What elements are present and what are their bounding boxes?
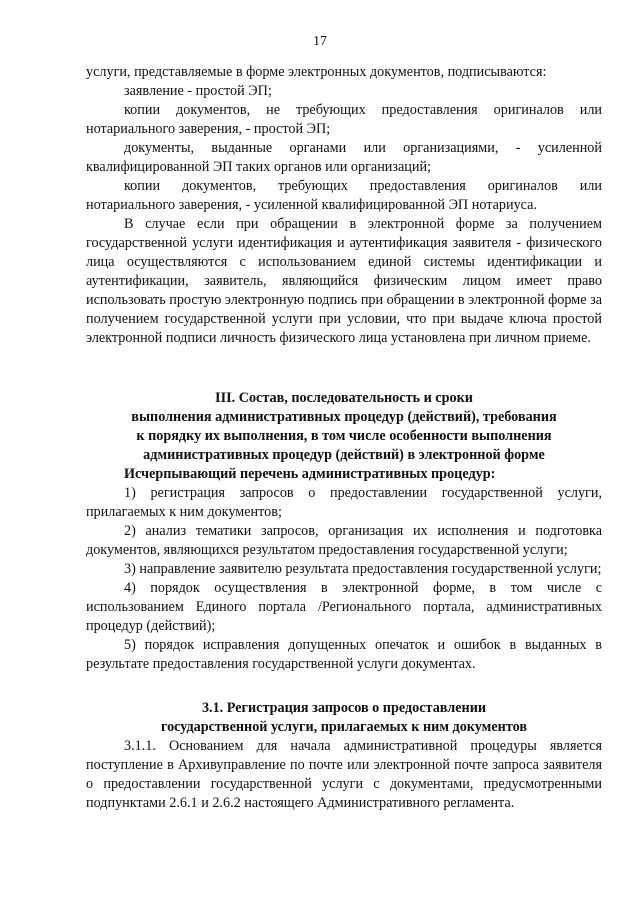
section-3-1-heading-line: 3.1. Регистрация запросов о предоставлении [201,700,487,716]
procedure-item: 4) порядок осуществления в электронной форме, в том числе с использованием Единого портала /Регионального портала, административных процедур (действий); [86,580,602,634]
procedures-list-title: Исчерпывающий перечень административных процедур: [124,466,496,482]
section-3-1-heading [86,699,602,737]
section-3-1-1-paragraph: 3.1.1. Основанием для начала административной процедуры является поступление в Архивуправление по почте или электронной почте запроса заявителя о предоставлении государственной услуги с документами, предусмотренными подпунктами 2.6.1 и 2.6.2 настоящего Административного регламента. [86,738,602,811]
page-number: 17 [313,34,327,49]
intro-lead: услуги, представляемые в форме электронных документов, подписываются: [86,64,547,80]
procedure-item: 3) направление заявителю результата предоставления государственной услуги; [124,561,602,577]
intro-item-3: документы, выданные органами или организациями, - усиленной квалифицированной ЭП таких органов или организаций; [86,140,602,175]
procedure-item: 1) регистрация запросов о предоставлении государственной услуги, прилагаемых к ним документов; [86,485,602,520]
procedure-item: 2) анализ тематики запросов, организация их исполнения и подготовка документов, являющихся результатом предоставления государственной услуги; [86,523,602,558]
section-3-heading-line: выполнения административных процедур (действий), требования [131,409,557,425]
section-3-heading-line: административных процедур (действий) в электронной форме [143,447,545,463]
intro-item-1: заявление - простой ЭП; [124,83,272,99]
section-3-heading-line: III. Состав, последовательность и сроки [215,390,473,406]
intro-item-2: копии документов, не требующих предоставления оригиналов или нотариального заверения, - простой ЭП; [86,102,602,137]
intro-paragraph: В случае если при обращении в электронной форме за получением государственной услуги идентификация и аутентификация заявителя - физического лица осуществляются с использованием единой системы идентификации и аутентификации, заявитель, являющийся физическим лицом имеет право использовать простую электронную подпись при обращении в электронной форме за получением государственной услуги при условии, что при выдаче ключа простой электронной подписи личность физического лица установлена при личном приеме. [86,216,602,346]
intro-item-4: копии документов, требующих предоставления оригиналов или нотариального заверения, - усиленной квалифицированной ЭП нотариуса. [86,178,602,213]
section-3-1-heading-line: государственной услуги, прилагаемых к ним документов [160,719,528,735]
section-3-heading [86,389,602,465]
section-3-heading-line: к порядку их выполнения, в том числе особенности выполнения [136,428,552,444]
procedure-item: 5) порядок исправления допущенных опечаток и ошибок в выданных в результате предоставления государственной услуги документах. [86,637,602,672]
document-body [86,63,602,813]
